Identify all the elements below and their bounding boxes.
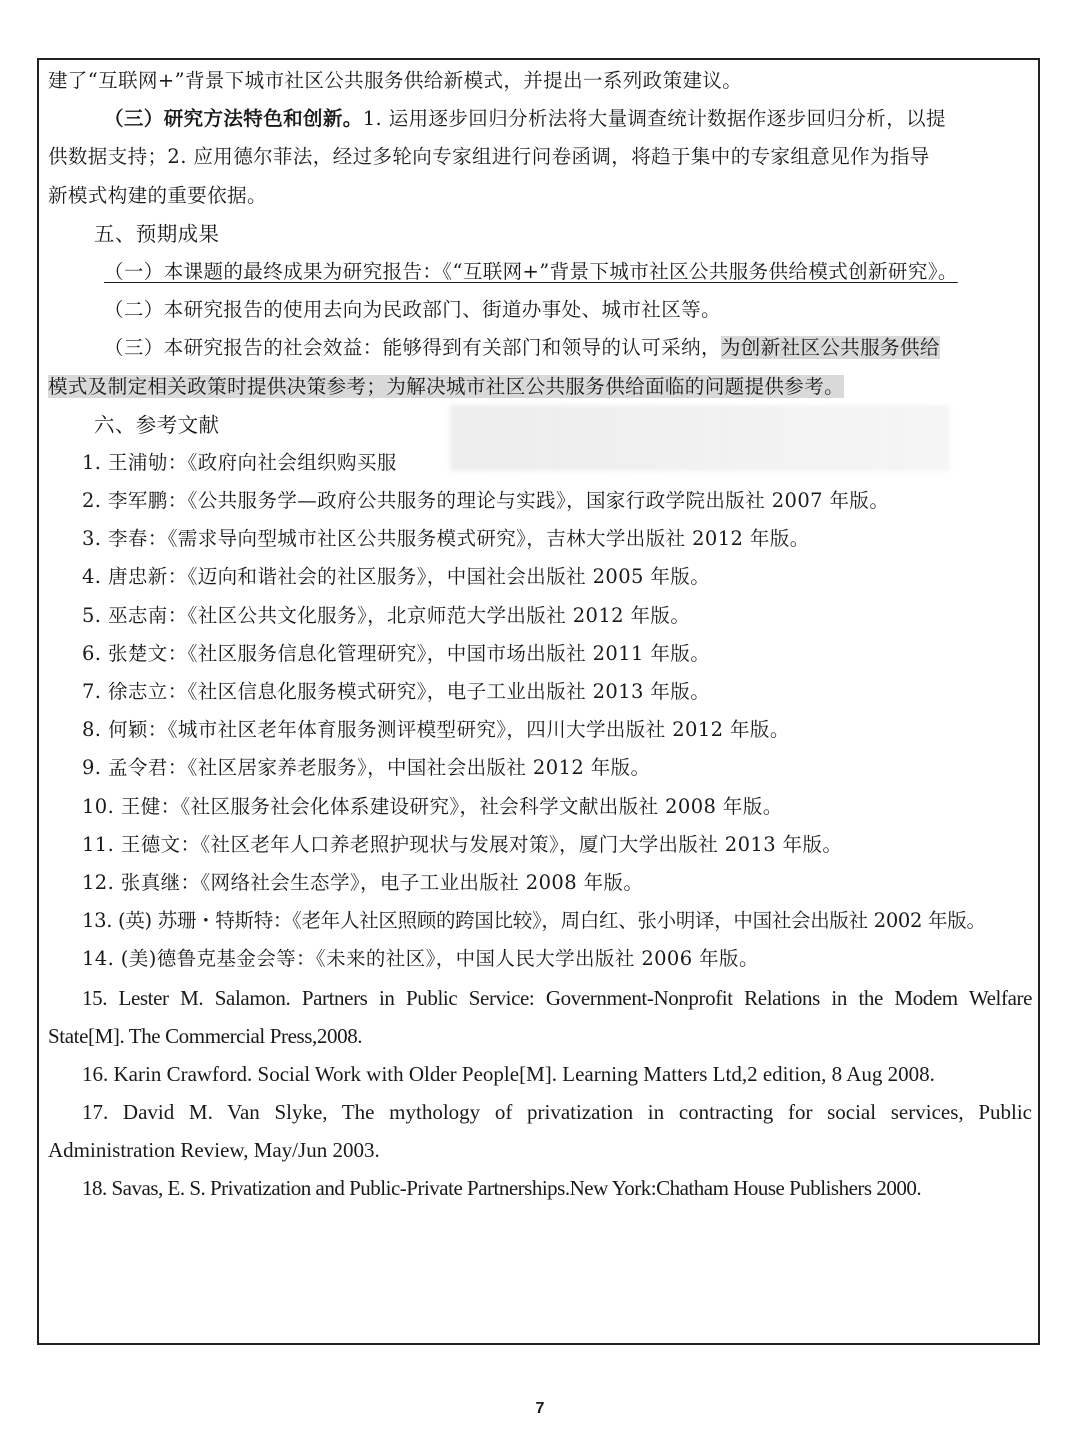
document-body [48, 62, 1032, 1208]
reference-item: 10. 王健：《社区服务社会化体系建设研究》，社会科学文献出版社 2008 年版。 [82, 794, 783, 818]
section5-item-3-part1: （三）本研究报告的社会效益：能够得到有关部门和领导的认可采纳， [104, 336, 721, 360]
methods-text: 1. 运用逐步回归分析法将大量调查统计数据作逐步回归分析，以提 [362, 107, 946, 131]
reference-item-17-line2: Administration Review, May/Jun 2003. [48, 1138, 380, 1163]
methods-label: （三）研究方法特色和创新。 [104, 107, 363, 131]
reference-item-18: 18. Savas, E. S. Privatization and Public-Private Partnerships.New York:Chatham House Publishers 2000. [82, 1176, 922, 1201]
reference-item-17-line1: 17. David M. Van Slyke, The mythology of privatization in contracting for social services, Public [82, 1100, 1032, 1125]
reference-item: 11. 王德文：《社区老年人口养老照护现状与发展对策》，厦门大学出版社 2013 年版。 [82, 832, 843, 856]
reference-item: 5. 巫志南：《社区公共文化服务》，北京师范大学出版社 2012 年版。 [82, 603, 691, 627]
reference-item: 9. 孟令君：《社区居家养老服务》，中国社会出版社 2012 年版。 [82, 756, 651, 780]
intro-line: 建了“互联网+”背景下城市社区公共服务供给新模式，并提出一系列政策建议。 [48, 69, 743, 92]
section6-heading: 六、参考文献 [94, 412, 220, 437]
reference-item: 14. (美)德鲁克基金会等：《未来的社区》，中国人民大学出版社 2006 年版。 [82, 947, 759, 971]
section5-item-2: （二）本研究报告的使用去向为民政部门、街道办事处、城市社区等。 [104, 298, 721, 322]
section5-item-1-text: （一）本课题的最终成果为研究报告：《“互联网+”背景下城市社区公共服务供给模式创新研究》。 [104, 259, 958, 283]
reference-item: 12. 张真继：《网络社会生态学》，电子工业出版社 2008 年版。 [82, 870, 644, 894]
section5-heading: 五、预期成果 [94, 221, 220, 246]
section5-item-3 [48, 329, 1032, 367]
reference-item: 4. 唐忠新：《迈向和谐社会的社区服务》，中国社会出版社 2005 年版。 [82, 565, 711, 589]
reference-item: 8. 何颖：《城市社区老年体育服务测评模型研究》，四川大学出版社 2012 年版。 [82, 718, 790, 742]
section5-item-3-part2: 为创新社区公共服务供给 [720, 336, 940, 360]
section5-item-3-line2-text: 模式及制定相关政策时提供决策参考；为解决城市社区公共服务供给面临的问题提供参考。 [48, 374, 845, 398]
reference-item: 6. 张楚文：《社区服务信息化管理研究》，中国市场出版社 2011 年版。 [82, 641, 711, 665]
methods-line-3: 新模式构建的重要依据。 [48, 183, 267, 207]
section5-item-3-line2 [48, 368, 1032, 406]
methods-line-1 [48, 100, 1032, 138]
reference-item: 3. 李春：《需求导向型城市社区公共服务模式研究》，吉林大学出版社 2012 年版。 [82, 527, 810, 551]
page-number: 7 [535, 1400, 545, 1417]
methods-line-2: 供数据支持；2. 应用德尔菲法，经过多轮向专家组进行问卷函调，将趋于集中的专家组意见作为指导 [48, 145, 930, 169]
section5-item-1 [48, 253, 1032, 291]
reference-item-15-line2: State[M]. The Commercial Press,2008. [48, 1023, 363, 1048]
reference-item-16: 16. Karin Crawford. Social Work with Older People[M]. Learning Matters Ltd,2 edition, 8 Aug 2008. [82, 1061, 935, 1086]
reference-item: 2. 李军鹏：《公共服务学—政府公共服务的理论与实践》，国家行政学院出版社 2007 年版。 [82, 489, 890, 513]
reference-item: 7. 徐志立：《社区信息化服务模式研究》，电子工业出版社 2013 年版。 [82, 680, 711, 703]
reference-item: 13. (英) 苏珊・特斯特：《老年人社区照顾的跨国比较》，周白红、张小明译，中国社会出版社 2002 年版。 [82, 909, 986, 933]
reference-item: 1. 王浦劬：《政府向社会组织购买服 [82, 450, 397, 474]
obscured-region [450, 405, 950, 471]
reference-item-15-line1: 15. Lester M. Salamon. Partners in Public Service: Government-Nonprofit Relations in the Modem Welfare [82, 985, 1032, 1010]
